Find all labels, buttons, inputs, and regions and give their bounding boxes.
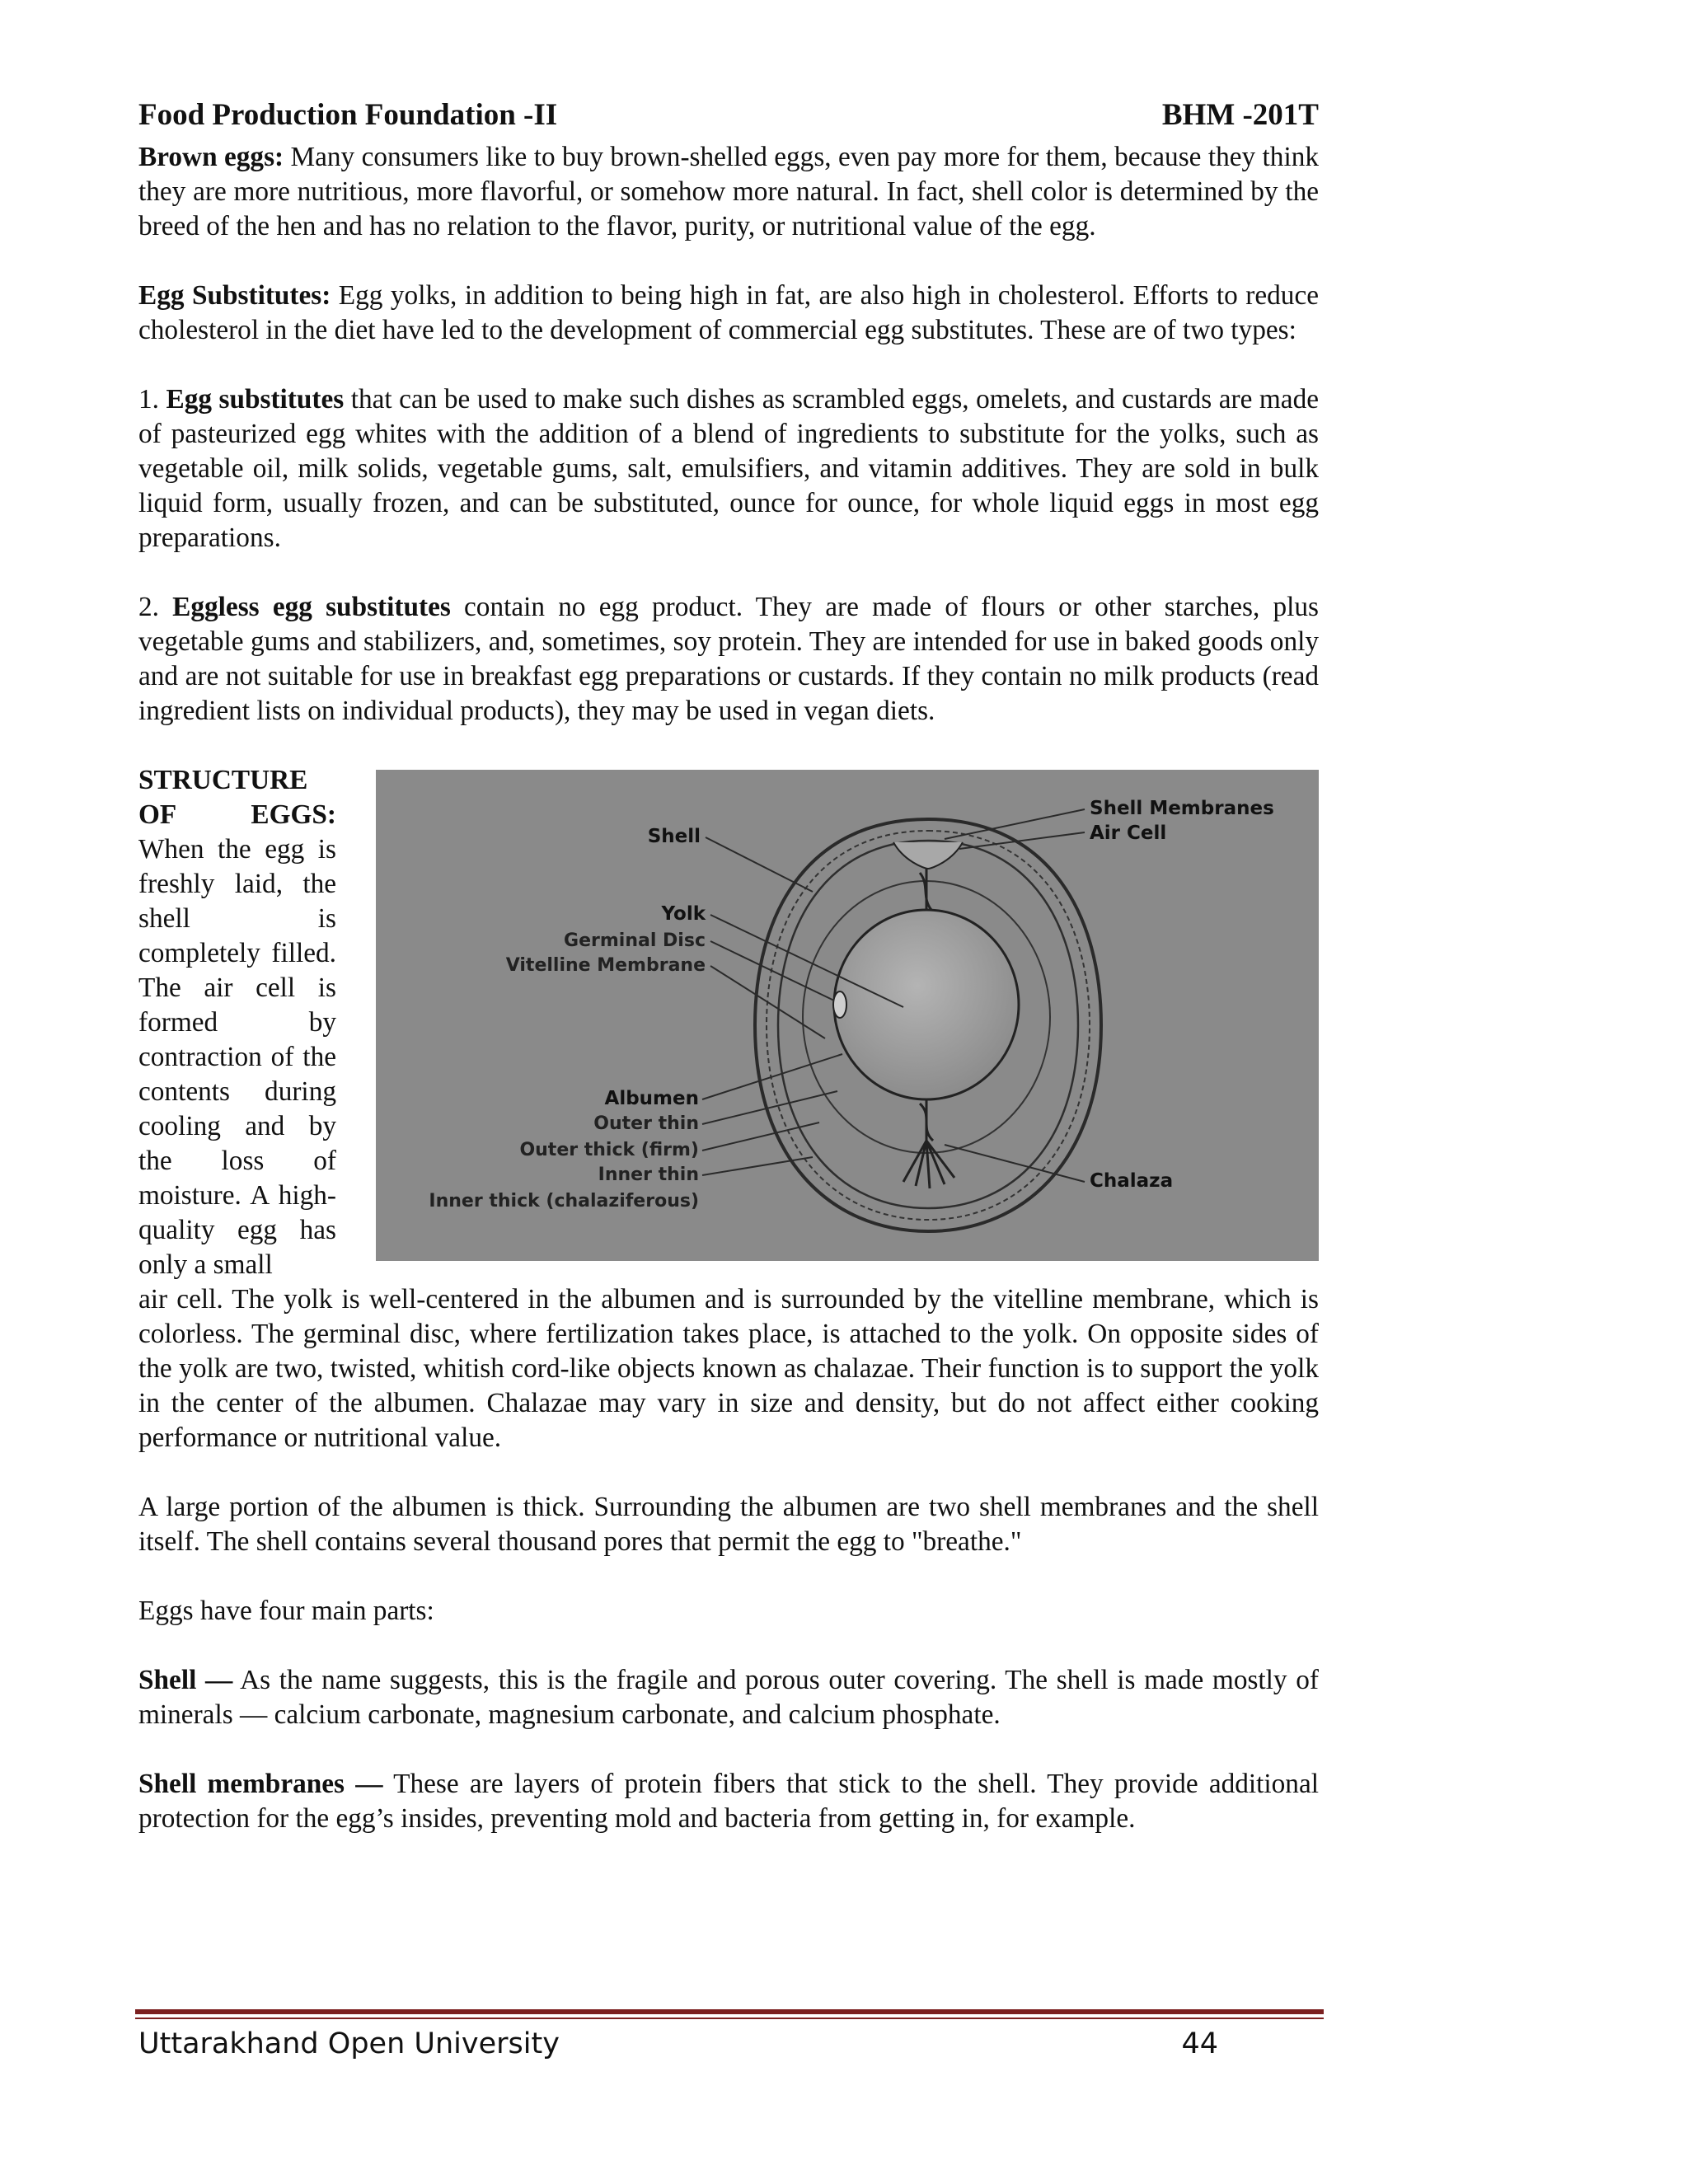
label-vitelline-membrane: Vitelline Membrane	[505, 955, 706, 976]
label-inner-thick: Inner thick (chalaziferous)	[429, 1191, 699, 1212]
structure-section	[138, 763, 1319, 1282]
label-germinal-disc: Germinal Disc	[564, 930, 706, 951]
egg-diagram-svg	[376, 770, 1319, 1261]
brown-eggs-label: Brown eggs:	[138, 142, 284, 172]
chalaza-bottom	[903, 1099, 954, 1188]
albumen-paragraph: A large portion of the albumen is thick. Surrounding the albumen are two shell membranes and the shell itself. The shell contains several thousand pores that permit the egg to "breathe."	[138, 1492, 1319, 1557]
label-outer-thin: Outer thin	[593, 1113, 699, 1134]
item-number: 1.	[138, 384, 166, 415]
four-parts-paragraph: Eggs have four main parts:	[138, 1596, 434, 1626]
structure-intro-text: When the egg is freshly laid, the shell is completely filled. The air cell is formed by contraction of the contents during cooling and by the loss of moisture. A high-quality egg has only a small	[138, 834, 336, 1280]
footer-university: Uttarakhand Open University	[138, 2027, 560, 2060]
label-albumen: Albumen	[604, 1088, 699, 1109]
label-inner-thin: Inner thin	[598, 1165, 699, 1185]
label-air-cell: Air Cell	[1090, 823, 1167, 844]
footer-rule	[135, 2009, 1324, 2019]
item-text: contain no egg product. They are made of flours or other starches, plus vegetable gums and stabilizers, and, sometimes, soy protein. They are intended for use in baked goods only and are not suitable for use in breakfast egg preparations or custards. If they contain no milk products (read ingredient lists on individual products), they may be used in vegan diets.	[138, 592, 1319, 726]
label-shell-membranes: Shell Membranes	[1090, 798, 1274, 819]
shell-paragraph	[138, 1663, 1319, 1732]
egg-substitutes-text: Egg yolks, in addition to being high in fat, are also high in cholesterol. Efforts to reduce cholesterol in the diet have led to the development of commercial egg substitutes. These are of two types:	[138, 280, 1319, 345]
page-footer	[138, 2022, 1218, 2065]
structure-continuation: air cell. The yolk is well-centered in the albumen and is surrounded by the vitelline membrane, which is colorless. The germinal disc, where fertilization takes place, is attached to the yolk. On opposite sides of the yolk are two, twisted, whitish cord-like objects known as chalazae. Their function is to support the yolk in the center of the albumen. Chalazae may vary in size and density, but do not affect either cooking performance or nutritional value.	[138, 1284, 1319, 1453]
germinal-disc-shape	[833, 991, 846, 1018]
header-course-title: Food Production Foundation -II	[138, 98, 558, 132]
shell-membranes-paragraph	[138, 1767, 1319, 1836]
label-chalaza: Chalaza	[1090, 1170, 1174, 1192]
brown-eggs-paragraph	[138, 140, 1319, 244]
structure-heading: STRUCTURE	[138, 765, 308, 795]
item-text: that can be used to make such dishes as scrambled eggs, omelets, and custards are made of pasteurized egg whites with the addition of a blend of ingredients to substitute for the yolks, such as vegetable oil, milk solids, vegetable gums, salt, emulsifiers, and vitamin additives. They are sold in bulk liquid form, usually frozen, and can be substituted, ounce for ounce, for whole liquid eggs in most egg preparations.	[138, 384, 1320, 553]
header-course-code: BHM -201T	[1161, 98, 1319, 132]
brown-eggs-text: Many consumers like to buy brown-shelled eggs, even pay more for them, because they think they are more nutritious, more flavorful, or somehow more natural. In fact, shell color is determined by the breed of the hen and has no relation to the flavor, purity, or nutritional value of the egg.	[138, 142, 1320, 241]
item-label: Egg substitutes	[166, 384, 345, 415]
structure-side-text	[138, 763, 336, 1282]
page-header	[138, 92, 1319, 138]
shell-label: Shell —	[138, 1665, 233, 1695]
item-number: 2.	[138, 592, 173, 622]
air-cell-shape	[893, 842, 963, 869]
label-shell: Shell	[647, 826, 701, 847]
label-yolk: Yolk	[661, 903, 706, 925]
item-label: Eggless egg substitutes	[172, 592, 451, 622]
structure-heading-line2	[138, 798, 336, 832]
heading-word-eggs: EGGS:	[251, 799, 336, 830]
shell-membranes-label: Shell membranes —	[138, 1769, 383, 1799]
egg-substitutes-paragraph	[138, 279, 1319, 348]
footer-rule-thick	[135, 2009, 1324, 2014]
yolk-shape	[834, 910, 1019, 1099]
chalaza-top	[920, 869, 931, 910]
page	[138, 92, 1319, 1871]
label-outer-thick: Outer thick (firm)	[519, 1140, 699, 1160]
shell-membranes-text: These are layers of protein fibers that stick to the shell. They provide additional protection for the egg’s insides, preventing mold and bacteria from getting in, for example.	[138, 1769, 1319, 1834]
egg-structure-diagram	[376, 770, 1319, 1261]
egg-substitutes-label: Egg Substitutes:	[138, 280, 331, 311]
footer-rule-thin	[135, 2018, 1324, 2019]
shell-text: As the name suggests, this is the fragile and porous outer covering. The shell is made mostly of minerals — calcium carbonate, magnesium carbonate, and calcium phosphate.	[138, 1665, 1319, 1730]
heading-word-of: OF	[138, 799, 177, 830]
substitute-type-2	[138, 590, 1319, 729]
page-number: 44	[1181, 2027, 1218, 2060]
substitute-type-1	[138, 382, 1319, 555]
